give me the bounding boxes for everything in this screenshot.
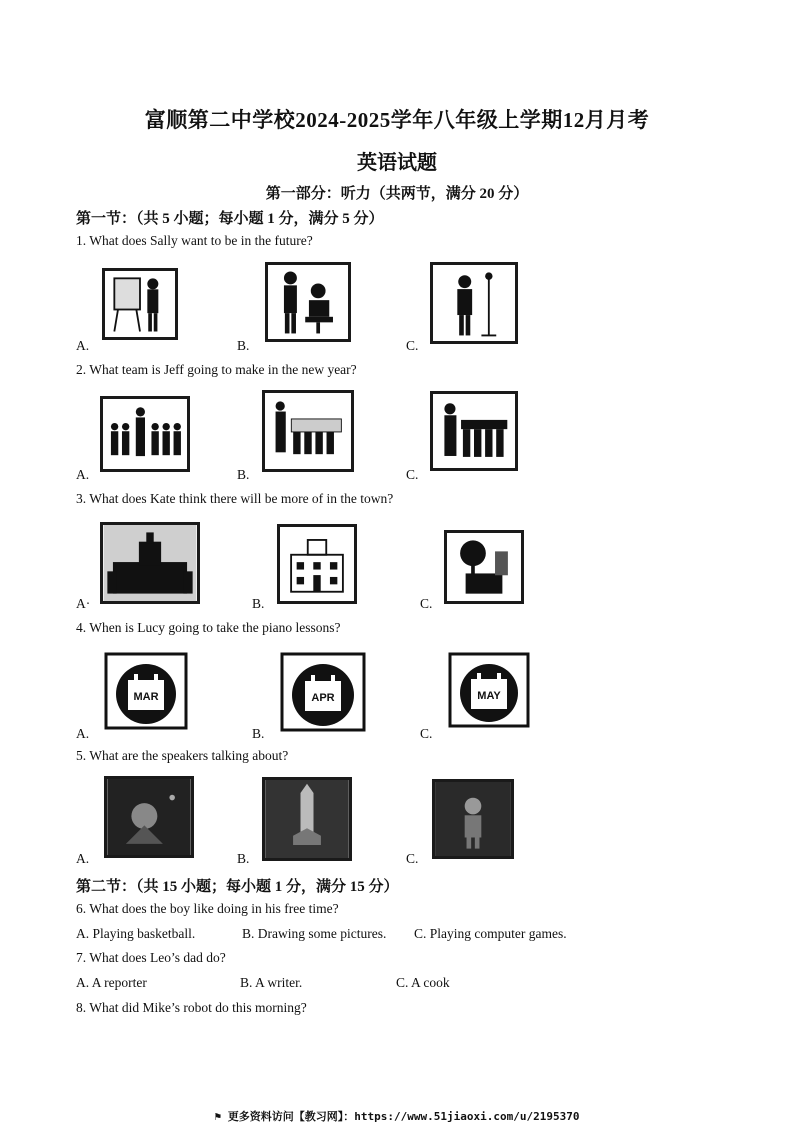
footer [0, 1108, 794, 1124]
q3-option-b-picture-school [277, 524, 357, 604]
q1-option-b[interactable]: B. [237, 338, 250, 353]
question-5: 5. What are the speakers talking about? [76, 748, 289, 763]
q4-option-c[interactable]: C. [420, 726, 433, 741]
q4-option-a[interactable]: A. [76, 726, 90, 741]
q5-option-c-picture-robot [432, 779, 514, 859]
q3-option-c[interactable]: C. [420, 596, 433, 611]
q1-option-a-picture-painter [102, 268, 178, 340]
q7-option-a[interactable]: A. A reporter [76, 975, 147, 990]
question-8: 8. What did Mike’s robot do this morning? [76, 1000, 307, 1015]
question-7: 7. What does Leo’s dad do? [76, 950, 226, 965]
q3-option-a-picture-buildings [100, 522, 200, 604]
q5-option-a-picture-space [104, 776, 194, 858]
section-two-heading: 第二节：（共 15 小题；每小题 1 分，满分 15 分） [76, 879, 399, 895]
q7-option-b[interactable]: B. A writer. [240, 975, 303, 990]
question-4: 4. When is Lucy going to take the piano lessons? [76, 620, 341, 635]
flag-icon: ⚑ [214, 1110, 228, 1123]
question-3: 3. What does Kate think there will be more of in the town? [76, 491, 394, 506]
q2-option-a-picture-team [100, 396, 190, 472]
q5-option-c[interactable]: C. [406, 851, 419, 866]
q6-option-a[interactable]: A. Playing basketball. [76, 926, 196, 941]
q5-option-b[interactable]: B. [237, 851, 250, 866]
q4-option-c-calendar [448, 652, 530, 728]
q5-option-b-picture-rocket [262, 777, 352, 861]
q6-option-b[interactable]: B. Drawing some pictures. [242, 926, 387, 941]
question-6: 6. What does the boy like doing in his free time? [76, 901, 339, 916]
exam-subtitle: 英语试题 [357, 152, 437, 174]
q4-option-b[interactable]: B. [252, 726, 265, 741]
q2-option-c-picture-team [430, 391, 518, 471]
q6-option-c[interactable]: C. Playing computer games. [414, 926, 567, 941]
q4-option-b-calendar [280, 652, 366, 732]
q4-calendar-label-a: MAR [133, 691, 159, 703]
footer-link[interactable]: 更多资料访问【教习网】：https://www.51jiaoxi.com/u/2195370 [227, 1110, 580, 1123]
q4-calendar-label-b: APR [311, 692, 335, 704]
q1-option-c[interactable]: C. [406, 338, 419, 353]
q1-option-b-picture-hairdresser [265, 262, 351, 342]
q5-option-a[interactable]: A. [76, 851, 90, 866]
q3-option-c-picture-park [444, 530, 524, 604]
q4-calendar-label-c: MAY [477, 690, 501, 702]
question-1: 1. What does Sally want to be in the future? [76, 233, 313, 248]
q1-option-c-picture-singer [430, 262, 518, 344]
q4-option-a-calendar [104, 652, 188, 730]
question-2: 2. What team is Jeff going to make in the new year? [76, 362, 357, 377]
part-one-heading: 第一部分：听力（共两节，满分 20 分） [265, 186, 529, 202]
exam-title: 富顺第二中学校2024-2025学年八年级上学期12月月考 [144, 108, 650, 132]
section-one-heading: 第一节：（共 5 小题；每小题 1 分，满分 5 分） [76, 211, 384, 227]
q2-option-b-picture-team [262, 390, 354, 472]
q3-option-a[interactable]: A· [76, 596, 91, 611]
q3-option-b[interactable]: B. [252, 596, 265, 611]
q2-option-a[interactable]: A. [76, 467, 90, 482]
q2-option-b[interactable]: B. [237, 467, 250, 482]
q1-option-a[interactable]: A. [76, 338, 90, 353]
q2-option-c[interactable]: C. [406, 467, 419, 482]
q7-option-c[interactable]: C. A cook [396, 975, 450, 990]
